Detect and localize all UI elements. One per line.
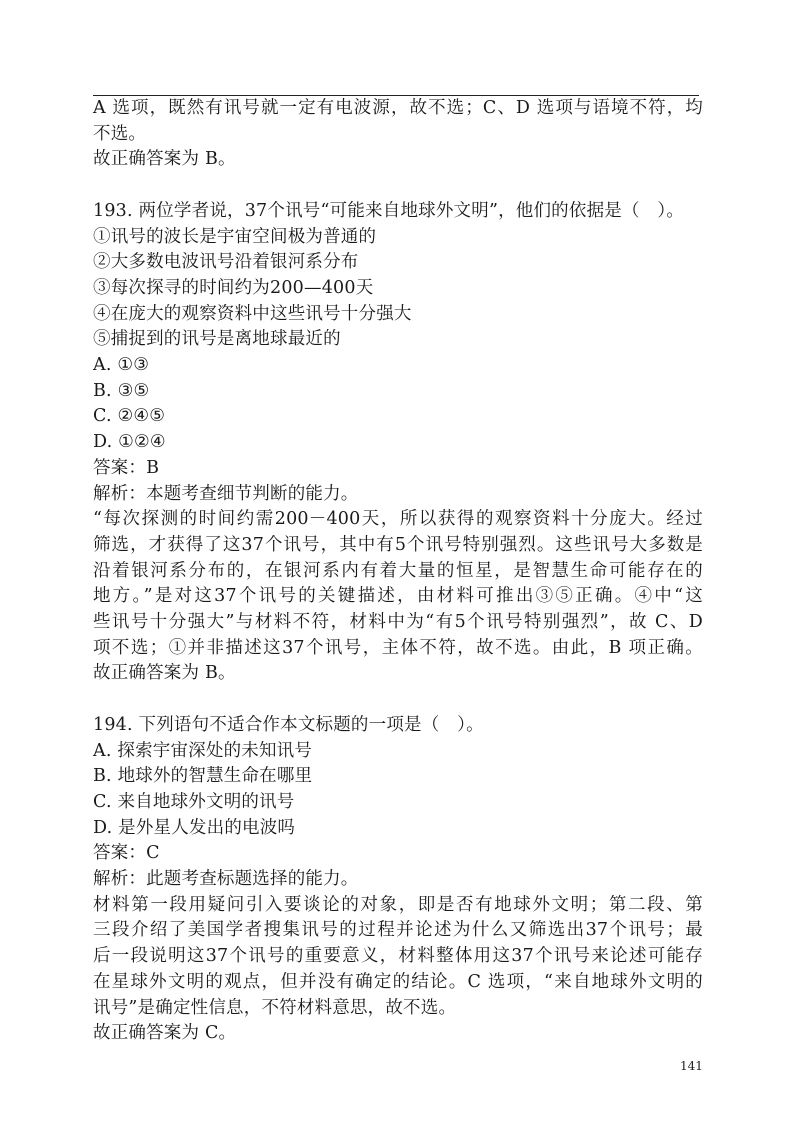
analysis-line: 材料第一段用疑问引入要谈论的对象，即是否有地球外文明；第二段、第 <box>93 894 703 915</box>
option-d: D. 是外星人发出的电波吗 <box>93 817 296 838</box>
analysis-line: 筛选，才获得了这37个讯号，其中有5个讯号特别强烈。这些讯号大多数是 <box>93 534 703 555</box>
option-a: A. ①③ <box>93 355 150 376</box>
option-c: C. ②④⑤ <box>93 406 166 427</box>
page-number: 141 <box>680 1059 703 1073</box>
option-a: A. 探索宇宙深处的未知讯号 <box>93 740 313 761</box>
analysis-line: 在星球外文明的观点，但并没有确定的结论。C 选项，“来自地球外文明的 <box>93 971 703 992</box>
option-c: C. 来自地球外文明的讯号 <box>93 791 295 812</box>
question-stem: 194. 下列语句不适合作本文标题的一项是（ ）。 <box>93 714 484 735</box>
conclusion-line: 故正确答案为 B。 <box>93 663 236 684</box>
spacer <box>93 173 703 199</box>
prev-answer-line: A 选项，既然有讯号就一定有电波源，故不选；C、D 选项与语境不符，均 <box>93 98 703 118</box>
analysis-line: 地方。”是对这37个讯号的关键描述，由材料可推出③⑤正确。④中“这 <box>93 586 703 607</box>
statement-item: ②大多数电波讯号沿着银河系分布 <box>93 252 359 273</box>
analysis-line: 三段介绍了美国学者搜集讯号的过程并论述为什么又筛选出37个讯号；最 <box>93 920 703 941</box>
analysis-line: 些讯号十分强大”与材料不符，材料中为“有5个讯号特别强烈”，故 C、D <box>93 612 703 633</box>
analysis-line: “每次探测的时间约需200－400天，所以获得的观察资料十分庞大。经过 <box>93 509 703 530</box>
statement-item: ④在庞大的观察资料中这些讯号十分强大 <box>93 303 412 324</box>
answer-line: 答案：C <box>93 843 160 864</box>
prev-answer-line: 不选。 <box>93 123 147 144</box>
statement-item: ③每次探寻的时间约为200—400天 <box>93 277 374 298</box>
analysis-line: 项不选；①并非描述这37个讯号，主体不符，故不选。由此，B 项正确。 <box>93 637 703 658</box>
question-194 <box>93 713 703 1047</box>
conclusion-line: 故正确答案为 C。 <box>93 1023 237 1044</box>
prev-answer-line: 故正确答案为 B。 <box>93 149 236 170</box>
spacer <box>93 687 703 713</box>
question-193 <box>93 199 703 687</box>
question-stem: 193. 两位学者说，37个讯号“可能来自地球外文明”，他们的依据是（ ）。 <box>93 200 685 221</box>
statement-item: ①讯号的波长是宇宙空间极为普通的 <box>93 226 377 247</box>
page-content <box>93 96 703 1047</box>
analysis-title: 解析：此题考查标题选择的能力。 <box>93 869 359 890</box>
answer-line: 答案：B <box>93 457 160 478</box>
prev-answer-block <box>93 96 703 173</box>
analysis-line: 讯号”是确定性信息，不符材料意思，故不选。 <box>93 997 457 1018</box>
option-b: B. 地球外的智慧生命在哪里 <box>93 766 313 787</box>
option-d: D. ①②④ <box>93 432 166 453</box>
analysis-line: 沿着银河系分布的，在银河系内有着大量的恒星，是智慧生命可能存在的 <box>93 560 703 581</box>
statement-item: ⑤捕捉到的讯号是离地球最近的 <box>93 329 341 350</box>
option-b: B. ③⑤ <box>93 380 150 401</box>
analysis-title: 解析：本题考查细节判断的能力。 <box>93 483 359 504</box>
analysis-line: 后一段说明这37个讯号的重要意义，材料整体用这37个讯号来论述可能存 <box>93 946 703 967</box>
